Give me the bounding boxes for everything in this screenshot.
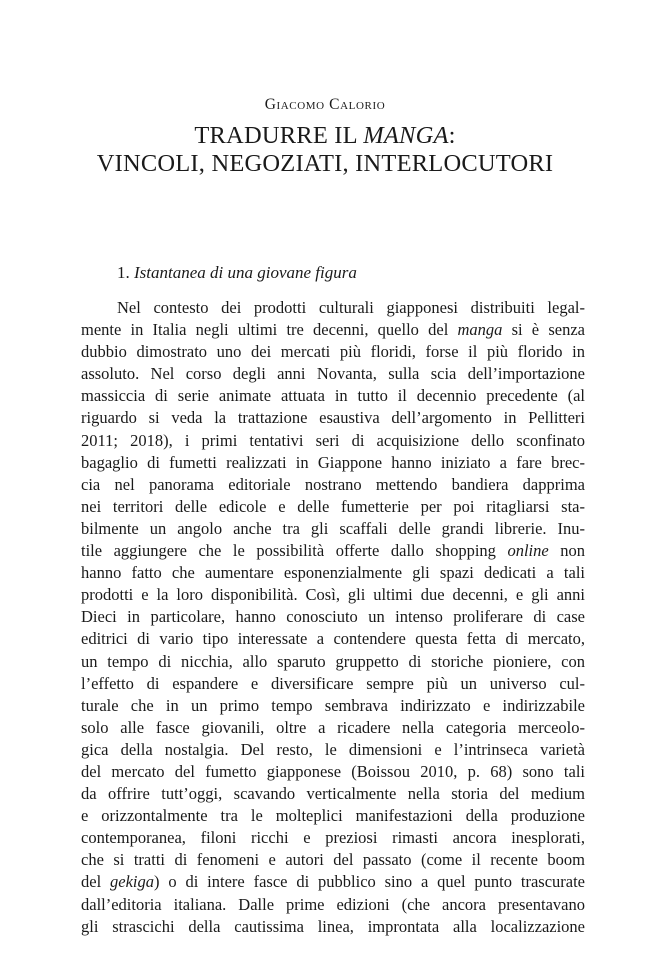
- text-segment: mente in Italia negli ultimi tre decenni, quello del: [81, 320, 458, 340]
- text-line: [81, 827, 585, 849]
- text-line: [81, 761, 585, 783]
- text-line: [81, 341, 585, 363]
- text-segment: contemporanea, filoni ricchi e preziosi rimasti ancora inesplorati,: [81, 828, 585, 848]
- italic-term: online: [507, 541, 549, 561]
- italic-term: gekiga: [110, 872, 155, 892]
- text-line: [81, 562, 585, 584]
- text-line: [81, 385, 585, 407]
- body-paragraph: [81, 297, 585, 938]
- text-segment: del mercato del fumetto giapponese (Boissou 2010, p. 68) sono tali: [81, 761, 585, 781]
- text-segment: dall’editoria italiana. Dalle prime edizioni (che ancora presentavano: [81, 894, 585, 914]
- text-line: [81, 452, 585, 474]
- title-text-post: :: [448, 122, 456, 149]
- text-segment: cia nel panorama editoriale nostrano mettendo bandiera dapprima: [81, 474, 585, 494]
- chapter-title-line-2: VINCOLI, NEGOZIATI, INTERLOCUTORI: [96, 150, 554, 177]
- text-segment: gli strascichi della cautissima linea, improntata alla localizzazione: [81, 916, 585, 936]
- text-segment: assoluto. Nel corso degli anni Novanta, sulla scia dell’importazione: [81, 364, 585, 384]
- text-line: [81, 894, 585, 916]
- text-segment: non: [548, 541, 585, 561]
- text-segment: Dieci in particolare, hanno conosciuto un intenso proliferare di case: [81, 607, 585, 627]
- text-segment: bilmente un angolo anche tra gli scaffali delle grandi librerie. Inu-: [81, 518, 585, 538]
- text-segment: turale che in un primo tempo sembrava indirizzato e indirizzabile: [81, 695, 585, 715]
- text-line: [81, 805, 585, 827]
- text-line: [81, 628, 585, 650]
- text-line: [81, 695, 585, 717]
- text-line: [81, 584, 585, 606]
- text-line: [81, 518, 585, 540]
- title-text-italic: MANGA: [363, 122, 449, 149]
- text-segment: hanno fatto che aumentare esponenzialmente gli spazi dedicati a tali: [81, 563, 585, 583]
- section-number: 1.: [117, 263, 130, 282]
- text-segment: bagaglio di fumetti realizzati in Giappone hanno iniziato a fare brec-: [81, 452, 585, 472]
- text-segment: si è senza: [502, 320, 585, 340]
- author-name: Giacomo Calorio: [264, 96, 386, 113]
- text-line: [81, 363, 585, 385]
- text-line: [81, 651, 585, 673]
- text-segment: dubbio dimostrato uno dei mercati più floridi, forse il più florido in: [81, 342, 585, 362]
- text-line: [81, 783, 585, 805]
- text-line: [81, 739, 585, 761]
- text-line: [81, 540, 585, 562]
- text-segment: da offrire tutt’oggi, scavando verticalmente nella storia del medium: [81, 784, 585, 804]
- italic-term: manga: [457, 320, 503, 340]
- title-text-pre: TRADURRE IL: [194, 122, 364, 149]
- text-line: [81, 496, 585, 518]
- text-segment: gica della nostalgia. Del resto, le dimensioni e l’intrinseca varietà: [81, 739, 585, 759]
- text-line: [81, 717, 585, 739]
- text-segment: 2011; 2018), i primi tentativi seri di acquisizione dello sconfinato: [81, 430, 585, 450]
- section-heading: [117, 262, 357, 284]
- text-segment: massiccia di serie animate attuata in tutto il decennio precedente (al: [81, 386, 585, 406]
- text-line: [81, 430, 585, 452]
- text-segment: un tempo di nicchia, allo sparuto gruppetto di storiche pioniere, con: [81, 651, 585, 671]
- text-line: [81, 407, 585, 429]
- section-heading-text: Istantanea di una giovane figura: [134, 263, 357, 282]
- text-segment: che si tratti di fenomeni e autori del passato (come il recente boom: [81, 850, 585, 870]
- text-segment: riguardo si veda la trattazione esaustiva dell’argomento in Pellitteri: [81, 408, 585, 428]
- chapter-title-line-1: [0, 122, 650, 150]
- text-segment: del: [81, 872, 111, 892]
- text-segment: prodotti e la loro disponibilità. Così, gli ultimi due decenni, e gli anni: [81, 585, 585, 605]
- text-line: [81, 606, 585, 628]
- text-line: [81, 916, 585, 938]
- text-segment: solo alle fasce giovanili, oltre a ricadere nella categoria merceolo-: [81, 717, 585, 737]
- text-line: [81, 673, 585, 695]
- text-line: [81, 871, 585, 893]
- text-segment: ) o di intere fasce di pubblico sino a quel punto trascurate: [154, 872, 585, 892]
- text-line: [81, 474, 585, 496]
- text-line: [81, 297, 585, 319]
- text-line: [81, 849, 585, 871]
- text-segment: e orizzontalmente tra le molteplici manifestazioni della produzione: [81, 806, 585, 826]
- chapter-title: [0, 122, 650, 178]
- text-segment: nei territori delle edicole e delle fumetterie per poi ritagliarsi sta-: [81, 496, 585, 516]
- text-segment: Nel contesto dei prodotti culturali giapponesi distribuiti legal-: [117, 298, 585, 317]
- text-line: [81, 319, 585, 341]
- text-segment: l’effetto di espandere e diversificare sempre più un universo cul-: [81, 673, 585, 693]
- text-segment: tile aggiungere che le possibilità offerte dallo shopping: [81, 541, 508, 561]
- text-segment: editrici di vario tipo interessate a contendere questa fetta di mercato,: [81, 629, 585, 649]
